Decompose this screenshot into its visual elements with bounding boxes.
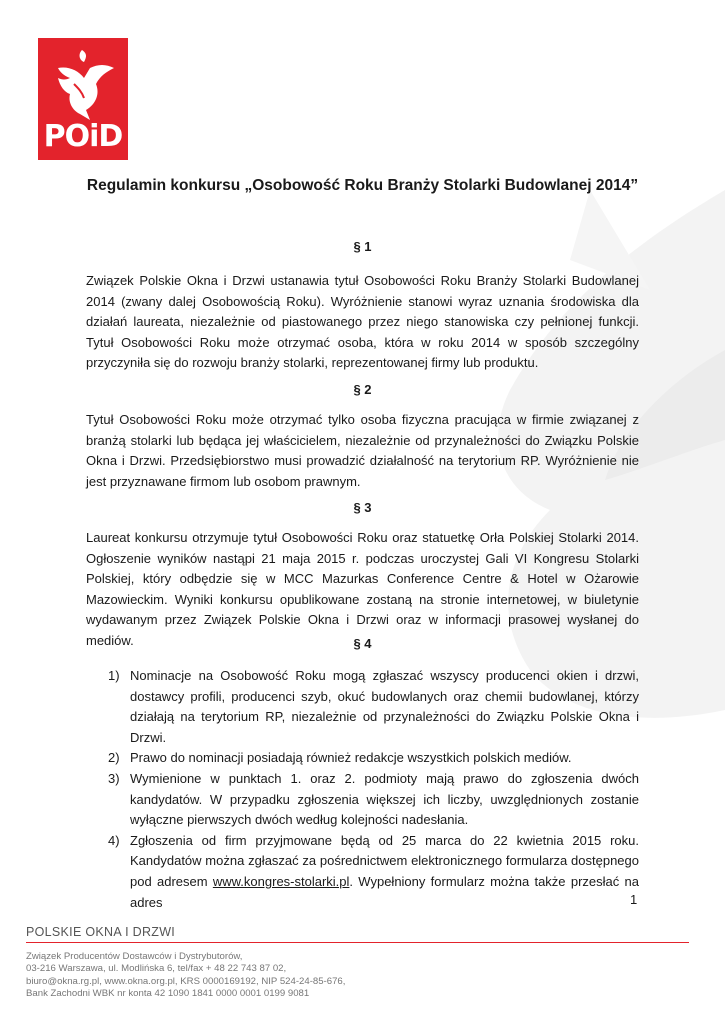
section-1-mark: § 1 <box>353 239 372 254</box>
list-item <box>108 666 639 748</box>
list-item-text: Prawo do nominacji posiadają również redakcje wszystkich polskich mediów. <box>130 750 572 766</box>
section-4-mark: § 4 <box>353 636 372 651</box>
kongres-stolarki-link[interactable]: www.kongres-stolarki.pl <box>212 873 350 889</box>
list-item <box>108 831 639 913</box>
list-item-text: Wymienione w punktach 1. oraz 2. podmioty mają prawo do zgłoszenia dwóch kandydatów. W przypadku zgłoszenia większej ich liczby, uwzględnionych zostanie wyłączne pierwszych dwóch według kolejności nadesłania. <box>130 770 639 828</box>
list-item <box>108 769 639 831</box>
section-3-mark: § 3 <box>353 500 372 515</box>
logo-text: POiD <box>43 119 123 154</box>
list-item-text: Zgłoszenia od firm przyjmowane będą od 25 marca do 22 kwietnia 2015 roku. Kandydatów można zgłaszać za pośrednictwem elektronicznego formularza dostępnego pod adresem <box>130 832 639 889</box>
footer-line-2: 03-216 Warszawa, ul. Modlińska 6, tel/fax + 48 22 743 87 02, <box>26 963 287 975</box>
list-item <box>108 748 639 769</box>
section-2-paragraph: Tytuł Osobowości Roku może otrzymać tylko osoba fizyczna pracująca w firmie związanej z branżą stolarki lub będąca jej właścicielem, niezależnie od przynależności do Związku Polskie Okna i Drzwi. Przedsiębiorstwo musi prowadzić działalność na terytorium RP. Wyróżnienie nie jest przyznawane firmom lub osobom prawnym. <box>86 412 639 489</box>
footer-line-4: Bank Zachodni WBK nr konta 42 1090 1841 0000 0001 0199 9081 <box>26 987 310 999</box>
section-2-mark: § 2 <box>353 382 372 397</box>
footer-address <box>26 951 345 1000</box>
eagle-logo-icon <box>38 38 128 128</box>
footer-line-3: biuro@okna.rg.pl, www.okna.org.pl, KRS 0000169192, NIP 524-24-85-676, <box>26 975 346 987</box>
list-item-number: 3) <box>108 770 120 786</box>
page-number: 1 <box>630 892 638 907</box>
document-title: Regulamin konkursu „Osobowość Roku Branży Stolarki Budowlanej 2014” <box>86 177 639 194</box>
section-1-paragraph: Związek Polskie Okna i Drzwi ustanawia tytuł Osobowości Roku Branży Stolarki Budowlanej 2014 (zwany dalej Osobowością Roku). Wyróżnienie stanowi wyraz uznania środowiska dla działań laureata, niezależnie od piastowanego przez niego stanowiska czy pełnionej funkcji. Tytuł Osobowości Roku może otrzymać osoba, która w roku 2014 w sposób szczególny przyczyniła się do rozwoju branży stolarki, reprezentowanej firmy lub produktu. <box>86 273 639 371</box>
footer-divider <box>26 942 689 943</box>
list-item-text: Nominacje na Osobowość Roku mogą zgłaszać wszyscy producenci okien i drzwi, dostawcy profili, producenci szyb, okuć budowlanych oraz chemii budowlanej, którzy działają na terytorium RP, niezależnie od przynależności do Związku Polskie Okna i Drzwi. <box>130 668 639 745</box>
list-item-number: 4) <box>108 832 120 848</box>
footer-title: POLSKIE OKNA I DRZWI <box>26 925 176 939</box>
list-item-number: 1) <box>108 668 120 683</box>
list-item-text-continued: . Wypełniony formularz można także przesłać na adres <box>130 873 639 910</box>
list-item-number: 2) <box>108 750 120 766</box>
poid-logo <box>38 38 128 160</box>
rules-list <box>108 666 639 913</box>
section-3-paragraph: Laureat konkursu otrzymuje tytuł Osobowości Roku oraz statuetkę Orła Polskiej Stolarki 2014. Ogłoszenie wyników nastąpi 21 maja 2015 r. podczas uroczystej Gali VI Kongresu Stolarki Polskiej, który odbędzie się w MCC Mazurkas Conference Centre & Hotel w Ożarowie Mazowieckim. Wyniki konkursu opublikowane zostaną na stronie internetowej, w biuletynie wydawanym przez Związek Polskie Okna i Drzwi oraz w informacji prasowej wysłanej do mediów. <box>86 530 639 648</box>
footer-line-1: Związek Producentów Dostawców i Dystrybutorów, <box>26 951 243 962</box>
